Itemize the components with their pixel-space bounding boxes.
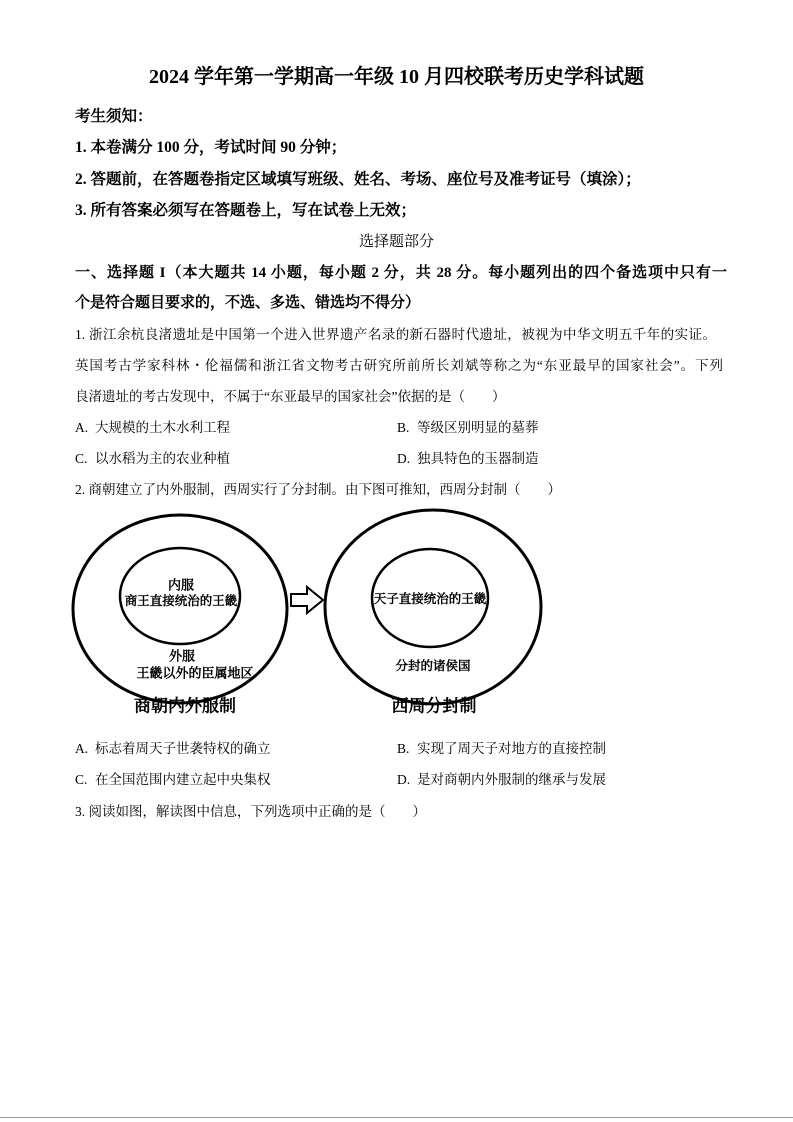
- question-2-option-c: [75, 768, 271, 792]
- page-bottom-edge: [0, 1117, 793, 1118]
- option-label: C.: [75, 451, 88, 466]
- zhou-caption: 西周分封制: [391, 696, 477, 716]
- question-1-option-b: [397, 416, 539, 440]
- notice-item: 1. 本卷满分 100 分，考试时间 90 分钟；: [75, 139, 347, 156]
- notice-item: 3. 所有答案必须写在答题卷上，写在试卷上无效；: [75, 202, 417, 219]
- option-label: D.: [397, 772, 411, 787]
- question-1-option-c: [75, 447, 230, 471]
- option-label: B.: [397, 420, 410, 435]
- notice-heading: 考生须知：: [75, 108, 153, 125]
- part-heading-line: 个是符合题目要求的，不选、多选、错选均不得分）: [75, 295, 421, 311]
- option-label: C.: [75, 772, 88, 787]
- question-2-option-b: [397, 737, 606, 761]
- option-text: 实现了周天子对地方的直接控制: [417, 741, 606, 756]
- zhou-outer-desc: 分封的诸侯国: [395, 659, 471, 673]
- question-1-option-a: [75, 416, 230, 440]
- option-text: 以水稻为主的农业种植: [95, 451, 230, 466]
- shang-inner-desc: 商王直接统治的王畿: [124, 594, 238, 608]
- shang-outer-title: 外服: [168, 648, 196, 664]
- fenfeng-diagram: [0, 500, 793, 732]
- question-2-option-d: [397, 768, 606, 792]
- shang-caption: 商朝内外服制: [134, 696, 236, 716]
- option-text: 是对商朝内外服制的继承与发展: [417, 772, 606, 787]
- question-1-option-d: [397, 447, 539, 471]
- option-text: 大规模的土木水利工程: [95, 420, 230, 435]
- question-1-stem-line: 1. 浙江余杭良渚遗址是中国第一个进入世界遗产名录的新石器时代遗址，被视为中华文明五千年的实证。: [75, 327, 716, 342]
- shang-outer-desc: 王畿以外的臣属地区: [136, 665, 254, 681]
- question-2-option-a: [75, 737, 271, 761]
- shang-inner-title: 内服: [167, 577, 195, 593]
- notice-item: 2. 答题前，在答题卷指定区域填写班级、姓名、考场、座位号及准考证号（填涂）；: [75, 171, 641, 188]
- option-text: 标志着周天子世袭特权的确立: [95, 741, 271, 756]
- option-label: A.: [75, 420, 89, 435]
- option-label: B.: [397, 741, 410, 756]
- option-text: 在全国范围内建立起中央集权: [95, 772, 271, 787]
- section-title: 选择题部分: [358, 234, 434, 250]
- arrow-right-hollow-icon: [291, 587, 323, 613]
- question-1-stem-line: 良渚遗址的考古发现中，不属于“东亚最早的国家社会”依据的是（ ）: [75, 389, 506, 404]
- option-label: A.: [75, 741, 89, 756]
- option-text: 独具特色的玉器制造: [417, 451, 539, 466]
- exam-title: 2024 学年第一学期高一年级 10 月四校联考历史学科试题: [149, 66, 644, 88]
- question-2-stem-line: 2. 商朝建立了内外服制，西周实行了分封制。由下图可推知，西周分封制（ ）: [75, 482, 561, 497]
- zhou-inner-desc: 天子直接统治的王畿: [373, 592, 487, 606]
- question-1-stem-line: 英国考古学家科林・伦福儒和浙江省文物考古研究所前所长刘斌等称之为“东亚最早的国家社会”。下列: [75, 358, 723, 373]
- zhou-outer-circle: [325, 510, 541, 704]
- question-3-stem-line: 3. 阅读如图，解读图中信息，下列选项中正确的是（ ）: [75, 804, 426, 819]
- option-label: D.: [397, 451, 411, 466]
- part-heading-line: 一、选择题 I（本大题共 14 小题，每小题 2 分，共 28 分。每小题列出的四个备选项中只有一: [75, 265, 727, 281]
- option-text: 等级区别明显的墓葬: [417, 420, 539, 435]
